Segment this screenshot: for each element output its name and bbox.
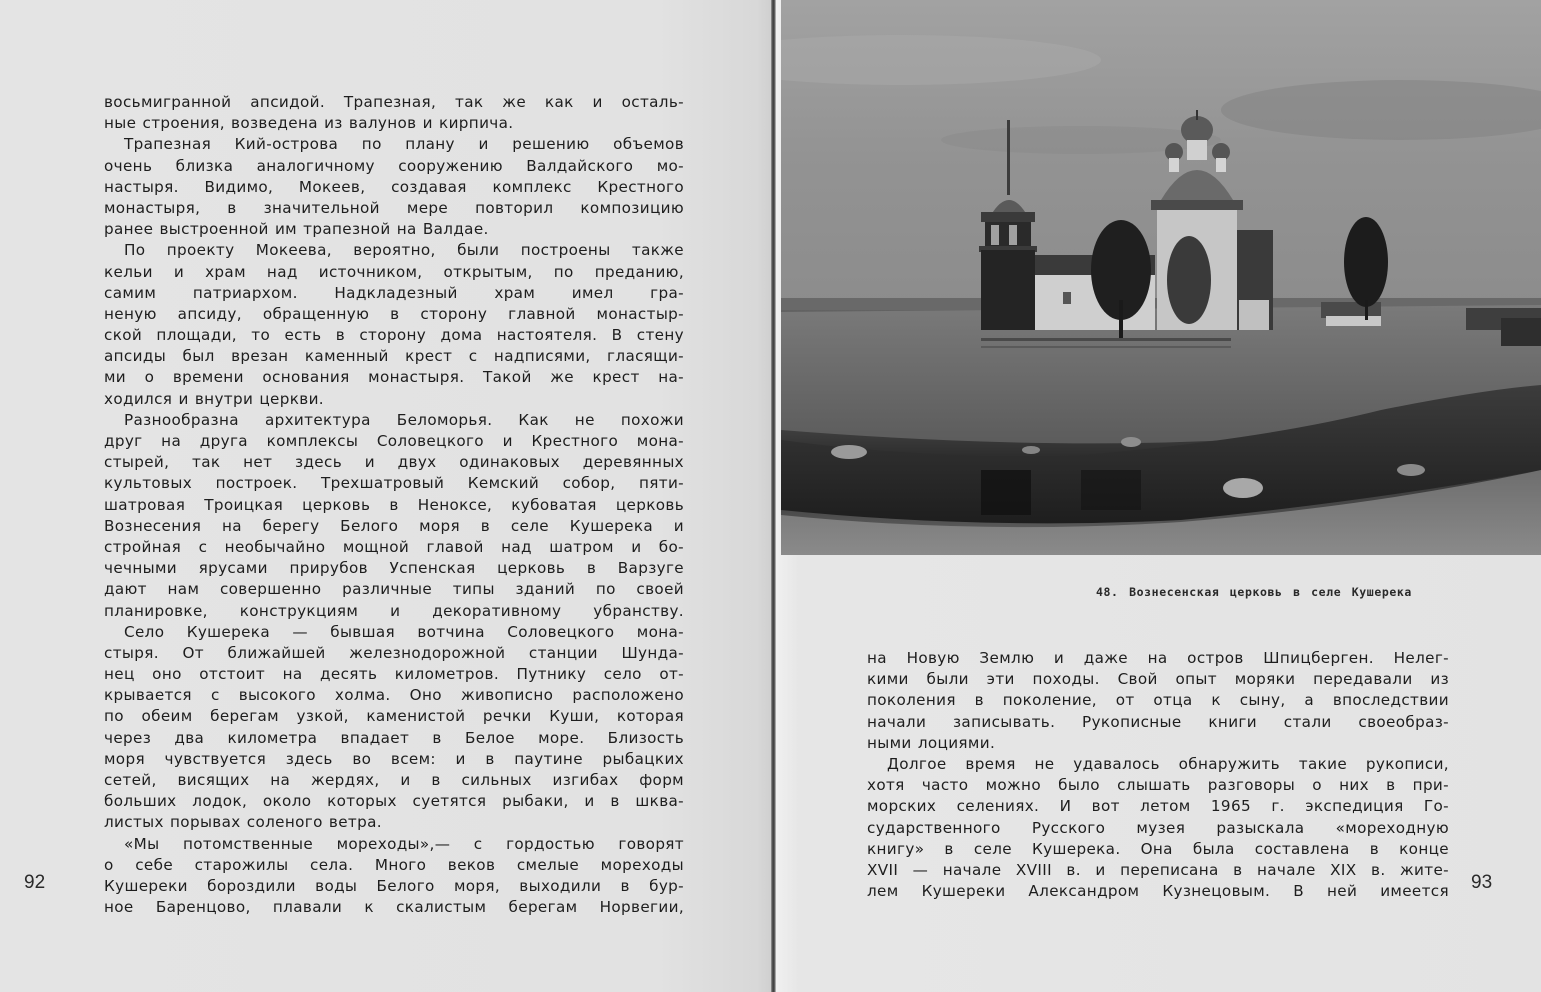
text-line: ми о времени основания монастыря. Такой же крест на- — [104, 368, 684, 387]
text-line: Долгое время не удавалось обнаружить такие рукописи, — [887, 754, 1449, 773]
text-line: стыря. От ближайшей железнодорожной станции Шунда- — [104, 643, 684, 662]
text-line: листых порывах соленого ветра. — [104, 813, 382, 832]
text-line: кими были эти походы. Свой опыт моряки передавали из — [867, 670, 1449, 689]
text-line: Вознесения на берегу Белого моря в селе Кушерека и — [104, 516, 684, 535]
text-line: о себе старожилы села. Много веков смелые мореходы — [104, 855, 684, 874]
text-line: культовых построек. Трехшатровый Кемский собор, пяти- — [104, 474, 684, 493]
text-line: сетей, висящих на жердях, и в сильных изгибах форм — [104, 771, 684, 789]
church-photograph — [781, 0, 1541, 555]
text-line: «Мы потомственные мореходы»,— с гордостью говорят — [124, 834, 684, 853]
text-line: дают нам совершенно различные типы зданий по своей — [104, 580, 684, 599]
text-line: стройная с необычайно мощной главой над шатром и бо- — [104, 537, 684, 556]
photo-illustration — [781, 0, 1541, 555]
text-line: сударственного Русского музея разыскала «мореходную — [867, 818, 1449, 837]
text-line: апсиды был врезан каменный крест с надписями, гласящи- — [104, 347, 684, 366]
text-line: настыря. Видимо, Мокеев, создавая комплекс Крестного — [104, 177, 684, 196]
text-line: Разнообразна архитектура Беломорья. Как не похожи — [124, 410, 684, 429]
text-line: начали записывать. Рукописные книги стали своеобраз- — [867, 712, 1449, 731]
page-number-left: 92 — [24, 872, 46, 893]
text-line: поколения в поколение, от отца к сыну, а впоследствии — [867, 691, 1449, 710]
text-line: ходился и внутри церкви. — [104, 389, 324, 408]
right-page-text — [867, 648, 1449, 902]
text-line: чечными ярусами прирубов Успенская церковь в Варзуге — [104, 559, 684, 578]
text-line: крывается с высокого холма. Оно живописно расположено — [104, 686, 684, 705]
text-line: через два километра впадает в Белое море. Близость — [104, 728, 684, 747]
text-line: ской площади, то есть в сторону дома настоятеля. В стену — [104, 326, 684, 345]
text-line: очень близка аналогичному сооружению Валдайского мо- — [104, 156, 684, 175]
text-line: восьмигранной апсидой. Трапезная, так же как и осталь- — [104, 93, 684, 111]
text-line: По проекту Мокеева, вероятно, были построены также — [124, 241, 684, 260]
text-line: хотя часто можно было слышать разговоры о них в при- — [867, 776, 1449, 795]
text-line: морских селениях. И вот летом 1965 г. экспедиция Го- — [867, 797, 1449, 816]
text-line: ное Баренцово, плавали к скалистым берегам Норвегии, — [104, 898, 684, 917]
text-line: Село Кушерека — бывшая вотчина Соловецкого мона- — [124, 622, 684, 641]
text-line: монастыря, в значительной мере повторил композицию — [104, 198, 684, 217]
text-line: самим патриархом. Надкладезный храм имел гра- — [104, 283, 684, 302]
text-line: ными лоциями. — [867, 733, 996, 752]
text-line: по обеим берегам узкой, каменистой речки Куши, которая — [104, 707, 684, 726]
page-number-right: 93 — [1471, 872, 1493, 893]
text-line: на Новую Землю и даже на остров Шпицберген. Нелег- — [867, 649, 1449, 667]
text-line: книгу» в селе Кушерека. Она была составлена в конце — [867, 839, 1449, 858]
text-line: планировке, конструкциям и декоративному убранству. — [104, 601, 684, 620]
text-line: моря чувствуется здесь во всем: и в паутине рыбацких — [104, 749, 684, 768]
text-line: кельи и храм над источником, открытым, по преданию, — [104, 262, 684, 281]
text-line: стырей, так нет здесь и двух одинаковых деревянных — [104, 453, 684, 472]
text-line: больших лодок, около которых суетятся рыбаки, и в шква- — [104, 792, 684, 811]
figure-caption: 48. Вознесенская церковь в селе Кушерека — [1096, 585, 1412, 599]
text-line: Кушереки бороздили воды Белого моря, выходили в бур- — [104, 876, 684, 895]
text-line: нец оно отстоит на десять километров. Путнику село от- — [104, 665, 684, 684]
text-line: ранее выстроенной им трапезной на Валдае. — [104, 220, 489, 239]
text-line: неную апсиду, обращенную в сторону главной монастыр- — [104, 304, 684, 323]
left-page-text — [104, 92, 684, 918]
text-line: друг на друга комплексы Соловецкого и Крестного мона- — [104, 432, 684, 450]
text-line: лем Кушереки Александром Кузнецовым. В ней имеется — [867, 882, 1449, 901]
text-line: ные строения, возведена из валунов и кирпича. — [104, 114, 514, 133]
text-line: шатровая Троицкая церковь в Неноксе, кубоватая церковь — [104, 495, 684, 514]
text-line: XVII — начале XVIII в. и переписана в начале XIX в. жите- — [867, 860, 1449, 879]
text-line: Трапезная Кий-острова по плану и решению объемов — [124, 135, 684, 154]
